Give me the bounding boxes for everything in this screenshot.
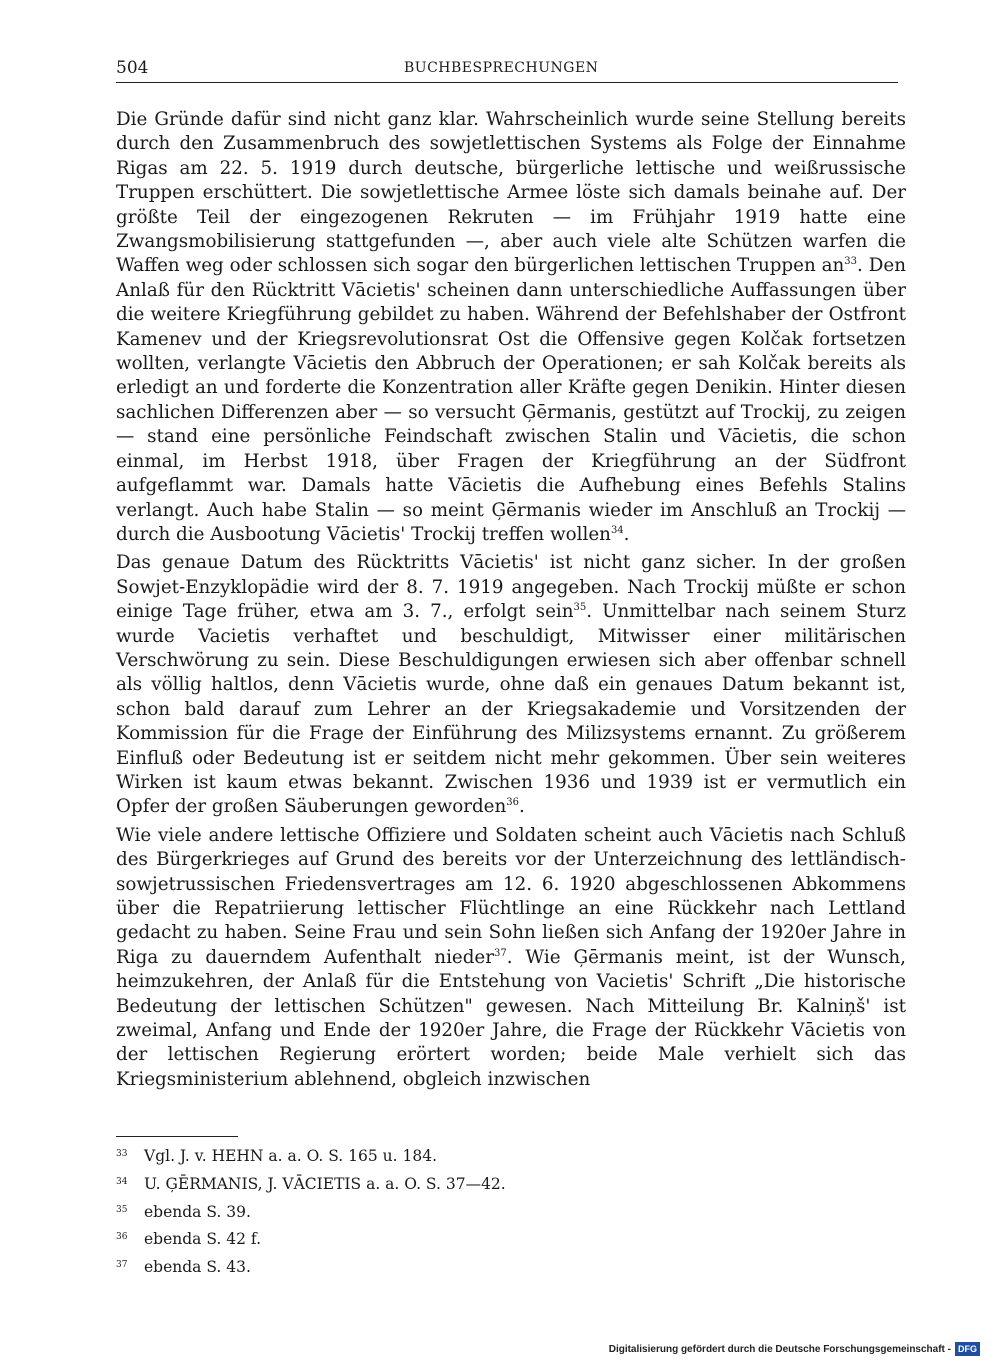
text-segment: . Den Anlaß für den Rücktritt Vācietis' scheinen dann unterschiedliche Auffassungen über die weitere Kriegführung gebildet zu haben. Während der Befehlshaber der Ostfront Kamenev und der Kriegsrevolutionsrat Ost die Offensive gegen Kolčak fortsetzen wollten, verlangte Vācietis den Abbruch der Operationen; er sah Kolčak bereits als erledigt an und forderte die Konzentration aller Kräfte gegen Denikin. Hinter diesen sachlichen Differenzen aber — so versucht Ģērmanis, gestützt auf Trockij, zu zeigen — stand eine persönliche Feindschaft zwischen Stalin und Vācietis, die schon einmal, im Herbst 1918, über Fragen der Kriegführung an der Südfront aufgeflammt war. Damals hatte Vācietis die Aufhebung eines Befehls Stalins verlangt. Auch habe Stalin — so meint Ģērmanis wieder im Anschluß an Trockij — durch die Ausbootung Vācietis' Trockij treffen wollen xyxy=(116,255,906,545)
text-segment: Das genaue Datum des Rücktritts Vācietis' ist nicht ganz sicher. In der großen Sowjet-Enzyklopädie wird der 8. 7. 1919 angegeben. Nach Trockij müßte er schon einige Tage früher, etwa am 3. 7., erfolgt sein xyxy=(116,552,906,623)
footnote xyxy=(116,1142,896,1170)
footnote-ref: 33 xyxy=(844,256,858,268)
footnote-text: ebenda S. 42 f. xyxy=(144,1230,262,1249)
footnote-number: 34 xyxy=(116,1176,128,1187)
footnote-divider xyxy=(116,1136,238,1137)
text-segment: . Wie Ģērmanis meint, ist der Wunsch, heimzukehren, der Anlaß für die Entstehung von Vacietis' Schrift „Die historische Bedeutung der lettischen Schützen" gewesen. Nach Mitteilung Br. Kalniņš' ist zweimal, Anfang und Ende der 1920er Jahre, die Frage der Rückkehr Vācietis von der lettischen Regierung erörtert worden; beide Male verhielt sich das Kriegsministerium ablehnend, obgleich inzwischen xyxy=(116,946,906,1090)
paragraph xyxy=(116,824,906,1092)
footnote-ref: 35 xyxy=(573,602,587,614)
text-segment: Wie viele andere lettische Offiziere und Soldaten scheint auch Vācietis nach Schluß des Bürgerkrieges auf Grund des bereits vor der Unterzeichnung des lettländisch-sowjetrussischen Friedensvertrages am 12. 6. 1920 abgeschlossenen Abkommens über die Repatriierung lettischer Flüchtlinge an eine Rückkehr nach Lettland gedacht zu haben. Seine Frau und sein Sohn ließen sich Anfang der 1920er Jahre in Riga zu dauerndem Aufenthalt nieder xyxy=(116,824,906,968)
footnote xyxy=(116,1170,896,1198)
footnote-ref: 36 xyxy=(506,797,520,809)
body-text xyxy=(116,108,906,1092)
page-header xyxy=(116,58,898,83)
page-number: 504 xyxy=(116,58,149,78)
footnote-ref: 34 xyxy=(610,524,624,536)
footnote-number: 37 xyxy=(116,1260,128,1271)
footnote-text: Vgl. J. v. HEHN a. a. O. S. 165 u. 184. xyxy=(144,1147,438,1165)
text-segment: Die Gründe dafür sind nicht ganz klar. Wahrscheinlich wurde seine Stellung bereits durch den Zusammenbruch des sowjetlettischen Systems als Folge der Einnahme Rigas am 22. 5. 1919 durch deutsche, bürgerliche lettische und weißrussische Truppen erschüttert. Die sowjetlettische Armee löste sich damals beinahe auf. Der größte Teil der eingezogenen Rekruten — im Frühjahr 1919 hatte eine Zwangsmobilisierung stattgefunden —, aber auch viele alte Schützen warfen die Waffen weg oder schlossen sich sogar den bürgerlichen lettischen Truppen an xyxy=(116,109,906,277)
credit-text: Digitalisierung gefördert durch die Deutsche Forschungsgemeinschaft - xyxy=(608,1343,951,1355)
footnote-text: U. ĢĒRMANIS, J. VĀCIETIS a. a. O. S. 37—42. xyxy=(144,1174,506,1193)
footnote xyxy=(116,1198,896,1226)
text-segment: . xyxy=(623,523,630,545)
paragraph xyxy=(116,108,906,547)
footnote-number: 35 xyxy=(116,1204,128,1215)
paragraph xyxy=(116,551,906,819)
running-head: BUCHBESPRECHUNGEN xyxy=(404,60,599,76)
footnote-number: 36 xyxy=(116,1232,128,1243)
footnotes xyxy=(116,1142,896,1281)
footnote xyxy=(116,1253,896,1281)
text-segment: . Unmittelbar nach seinem Sturz wurde Vacietis verhaftet und beschuldigt, Mitwisser einer militärischen Verschwörung zu sein. Diese Beschuldigungen erwiesen sich aber offenbar schnell als völlig haltlos, denn Vācietis wurde, ohne daß ein genaues Datum bekannt ist, schon bald darauf zum Lehrer an der Kriegsakademie und Vorsitzenden der Kommission für die Frage der Einführung des Milizsystems ernannt. Zu größerem Einfluß oder Bedeutung ist er seitdem nicht mehr gekommen. Über sein weiteres Wirken ist kaum etwas bekannt. Zwischen 1936 und 1939 ist er vermutlich ein Opfer der großen Säuberungen geworden xyxy=(116,601,907,818)
footnote-number: 33 xyxy=(116,1149,128,1159)
dfg-logo: DFG xyxy=(955,1342,980,1356)
footnote-text: ebenda S. 39. xyxy=(144,1202,251,1221)
digitization-credit xyxy=(609,1342,980,1356)
footnote xyxy=(116,1225,896,1253)
footnote-text: ebenda S. 43. xyxy=(144,1258,251,1277)
text-segment: . xyxy=(519,796,525,818)
footnote-ref: 37 xyxy=(494,947,507,959)
